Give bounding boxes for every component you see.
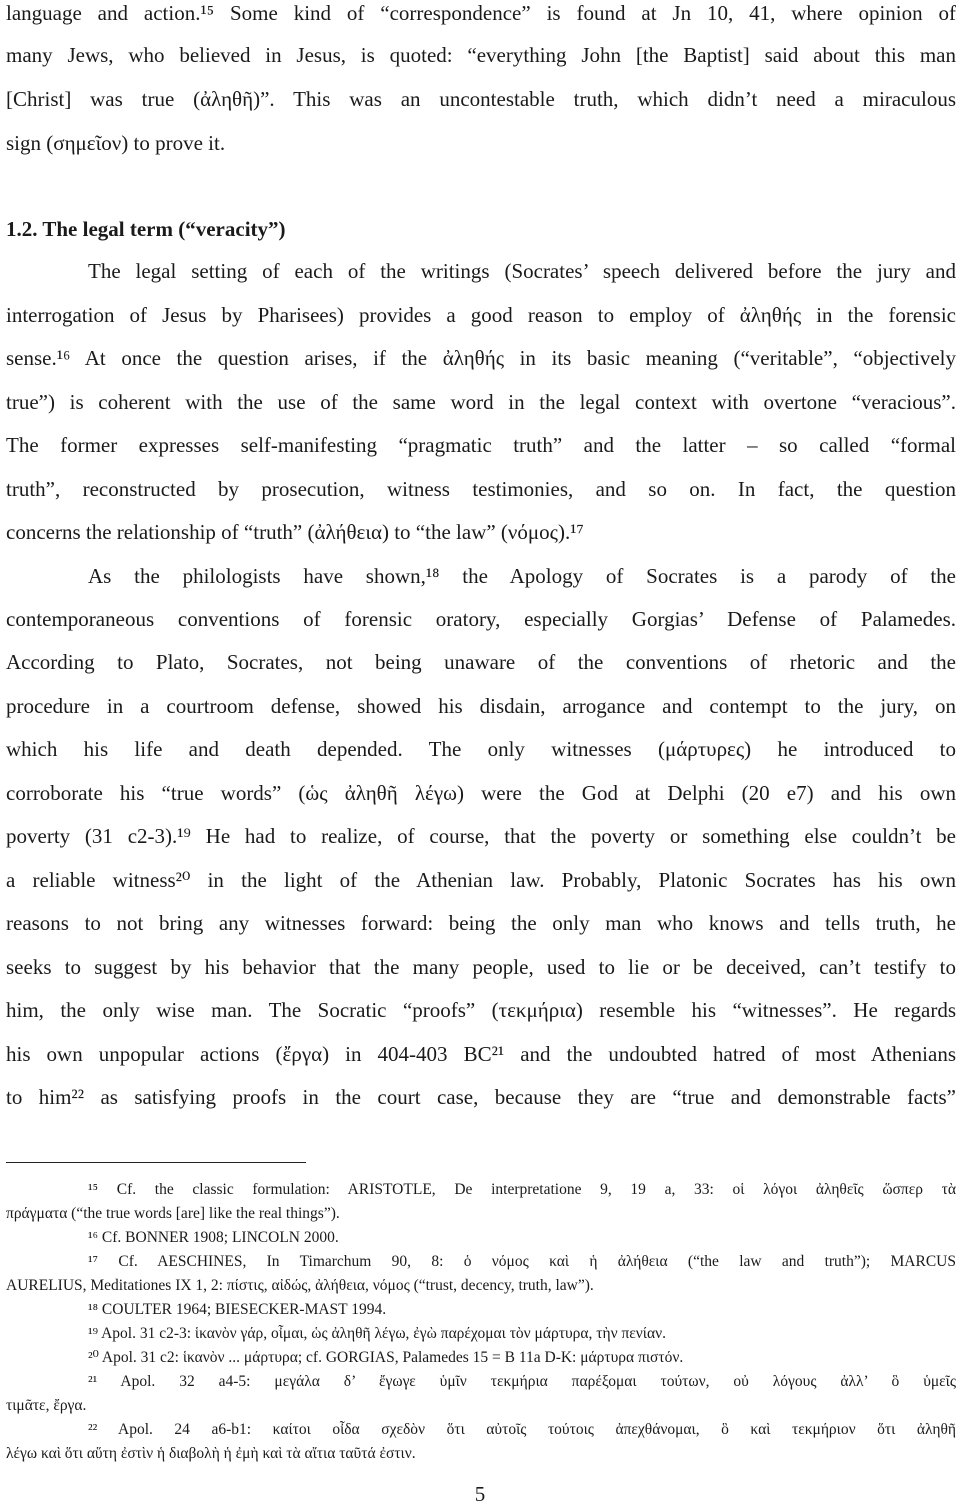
body-line: a reliable witness²⁰ in the light of the Athenian law. Probably, Platonic Socrates has his own	[6, 868, 956, 892]
body-line: true”) is coherent with the use of the same word in the legal context with overtone “veracious”.	[6, 390, 956, 414]
body-line: poverty (31 c2-3).¹⁹ He had to realize, of course, that the poverty or something else couldn’t be	[6, 824, 956, 848]
body-line: his own unpopular actions (ἔργα) in 404-403 BC²¹ and the undoubted hatred of most Athenians	[6, 1042, 956, 1066]
body-line: sign (σημεῖον) to prove it.	[6, 131, 226, 155]
body-line: many Jews, who believed in Jesus, is quoted: “everything John [the Baptist] said about this man	[6, 43, 956, 67]
body-line: seeks to suggest by his behavior that the many people, used to lie or be deceived, can’t testify to	[6, 955, 956, 979]
section-heading: 1.2. The legal term (“veracity”)	[6, 217, 286, 241]
footnote-line: ²⁰ Apol. 31 c2: ἱκανὸν ... μάρτυρα; cf. GORGIAS, Palamedes 15 = B 11a D-K: μάρτυρα πιστόν.	[88, 1349, 684, 1366]
body-line: As the philologists have shown,¹⁸ the Apology of Socrates is a parody of the	[88, 564, 956, 588]
body-line: corroborate his “true words” (ὡς ἀληθῆ λέγω) were the God at Delphi (20 e7) and his own	[6, 781, 956, 805]
body-line: him, the only wise man. The Socratic “proofs” (τεκμήρια) resemble his “witnesses”. He regards	[6, 998, 956, 1022]
footnote-line: ¹⁶ Cf. BONNER 1908; LINCOLN 2000.	[88, 1229, 339, 1246]
body-line: procedure in a courtroom defense, showed his disdain, arrogance and contempt to the jury, on	[6, 694, 956, 718]
body-line: The legal setting of each of the writings (Socrates’ speech delivered before the jury and	[88, 259, 956, 283]
body-line: interrogation of Jesus by Pharisees) provides a good reason to employ of ἀληθής in the forensic	[6, 303, 956, 327]
body-line: [Christ] was true (ἀληθῆ)”. This was an uncontestable truth, which didn’t need a miraculous	[6, 87, 956, 111]
body-line: According to Plato, Socrates, not being unaware of the conventions of rhetoric and the	[6, 650, 956, 674]
body-line: truth”, reconstructed by prosecution, witness testimonies, and so on. In fact, the question	[6, 477, 956, 501]
body-line: language and action.¹⁵ Some kind of “correspondence” is found at Jn 10, 41, where opinion of	[6, 1, 956, 25]
body-line: concerns the relationship of “truth” (ἀλήθεια) to “the law” (νόμος).¹⁷	[6, 520, 584, 544]
footnote-line: ¹⁵ Cf. the classic formulation: ARISTOTLE, De interpretatione 9, 19 a, 33: οἱ λόγοι ἀληθεῖς ὥσπερ τὰ	[88, 1181, 956, 1198]
body-line: contemporaneous conventions of forensic oratory, especially Gorgias’ Defense of Palamedes.	[6, 607, 956, 631]
page-number: 5	[474, 1482, 486, 1506]
footnote-line: λέγω καὶ ὅτι αὕτη ἐστὶν ἡ διαβολὴ ἡ ἐμὴ καὶ τὰ αἴτια ταῦτά ἐστιν.	[6, 1445, 416, 1462]
footnote-separator	[6, 1162, 306, 1163]
footnote-line: ²¹ Apol. 32 a4-5: μεγάλα δ’ ἔγωγε ὑμῖν τεκμήρια παρέξομαι τούτων, οὐ λόγους ἀλλ’ ὃ ὑμεῖς	[88, 1373, 956, 1390]
body-line: sense.¹⁶ At once the question arises, if the ἀληθής in its basic meaning (“veritable”, “objectively	[6, 346, 956, 370]
body-line: The former expresses self-manifesting “pragmatic truth” and the latter – so called “formal	[6, 433, 956, 457]
body-line: which his life and death depended. The only witnesses (μάρτυρες) he introduced to	[6, 737, 956, 761]
body-line: to him²² as satisfying proofs in the court case, because they are “true and demonstrable facts”	[6, 1085, 956, 1109]
footnote-line: ¹⁷ Cf. AESCHINES, In Timarchum 90, 8: ὁ νόμος καὶ ἡ ἀλήθεια (“the law and truth”); MARCUS	[88, 1253, 956, 1270]
footnote-line: τιμᾶτε, ἔργα.	[6, 1397, 87, 1414]
body-line: reasons to not bring any witnesses forward: being the only man who knows and tells truth, he	[6, 911, 956, 935]
footnote-line: ²² Apol. 24 a6-b1: καίτοι οἶδα σχεδὸν ὅτι αὐτοῖς τούτοις ἀπεχθάνομαι, ὃ καὶ τεκμήριον ὅτι ἀληθῆ	[88, 1421, 956, 1438]
footnote-line: AURELIUS, Meditationes IX 1, 2: πίστις, αἰδώς, ἀλήθεια, νόμος (“trust, decency, truth, law”).	[6, 1277, 594, 1294]
footnote-line: ¹⁹ Apol. 31 c2-3: ἱκανὸν γάρ, οἶμαι, ὡς ἀληθῆ λέγω, ἐγὼ παρέχομαι τὸν μάρτυρα, τὴν πενίαν.	[88, 1325, 666, 1342]
footnote-line: πράγματα (“the true words [are] like the real things”).	[6, 1205, 340, 1222]
footnote-line: ¹⁸ COULTER 1964; BIESECKER-MAST 1994.	[88, 1301, 387, 1318]
